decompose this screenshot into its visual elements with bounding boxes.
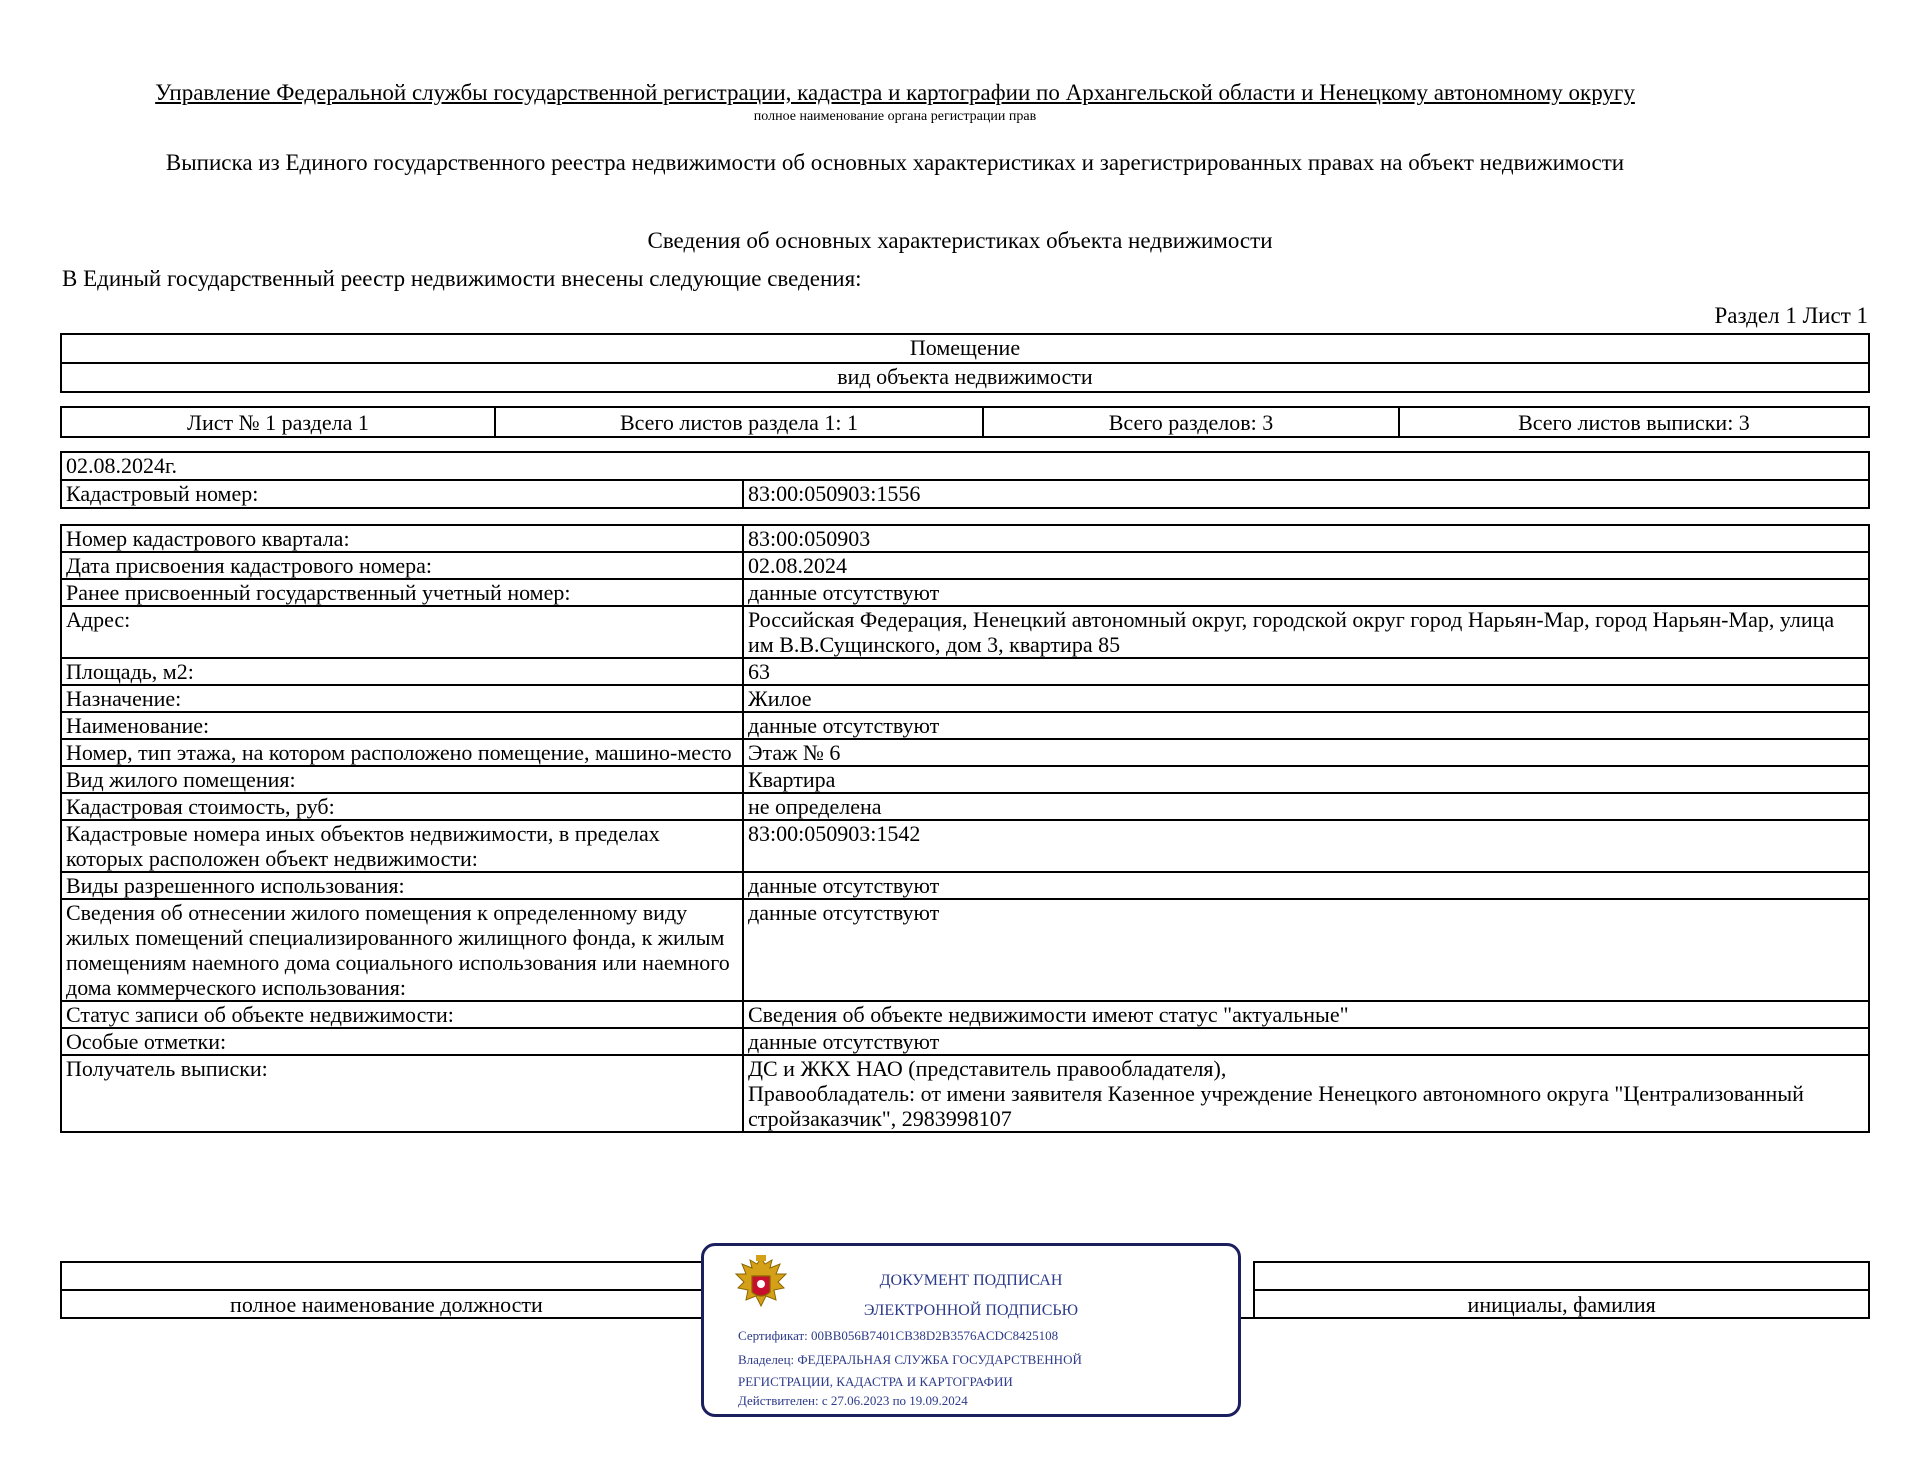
cadastral-number-value: 83:00:050903:1556 xyxy=(743,480,1869,508)
property-value: Квартира xyxy=(743,766,1869,793)
property-value: 83:00:050903:1542 xyxy=(743,820,1869,872)
property-row xyxy=(61,793,1869,820)
property-row xyxy=(61,739,1869,766)
stamp-line-1: ДОКУМЕНТ ПОДПИСАН xyxy=(879,1272,1063,1289)
property-label: Дата присвоения кадастрового номера: xyxy=(61,552,743,579)
stamp-owner-2: РЕГИСТРАЦИИ, КАДАСТРА И КАРТОГРАФИИ xyxy=(738,1374,1013,1389)
property-label: Вид жилого помещения: xyxy=(61,766,743,793)
document-title: Выписка из Единого государственного реестра недвижимости об основных характеристиках и зарегистрированных правах на объект недвижимости xyxy=(165,150,1625,175)
property-label: Ранее присвоенный государственный учетный номер: xyxy=(61,579,743,606)
property-row xyxy=(61,685,1869,712)
object-type-caption: вид объекта недвижимости xyxy=(61,363,1869,392)
object-type: Помещение xyxy=(61,334,1869,363)
stamp-certificate: Сертификат: 00BB056B7401CB38D2B3576ACDC8425108 xyxy=(738,1328,1059,1343)
identification-table xyxy=(60,451,1870,509)
stamp-line-2: ЭЛЕКТРОННОЙ ПОДПИСЬЮ xyxy=(863,1302,1079,1319)
property-value: не определена xyxy=(743,793,1869,820)
property-row xyxy=(61,712,1869,739)
property-row xyxy=(61,552,1869,579)
property-label: Виды разрешенного использования: xyxy=(61,872,743,899)
property-label: Адрес: xyxy=(61,606,743,658)
property-row xyxy=(61,525,1869,552)
property-value: Этаж № 6 xyxy=(743,739,1869,766)
property-label: Особые отметки: xyxy=(61,1028,743,1055)
property-value: данные отсутствуют xyxy=(743,1028,1869,1055)
property-label: Получатель выписки: xyxy=(61,1055,743,1132)
registration-authority: Управление Федеральной службы государственной регистрации, кадастра и картографии по Архангельской области и Ненецкому автономному округу xyxy=(155,80,1635,105)
intro-text: В Единый государственный реестр недвижимости внесены следующие сведения: xyxy=(62,266,862,291)
property-value: Жилое xyxy=(743,685,1869,712)
property-label: Номер, тип этажа, на котором расположено помещение, машино-место xyxy=(61,739,743,766)
object-type-table xyxy=(60,333,1870,393)
property-label: Назначение: xyxy=(61,685,743,712)
extract-date: 02.08.2024г. xyxy=(61,452,1869,480)
property-value: ДС и ЖКХ НАО (представитель правообладателя), Правообладатель: от имени заявителя Казенное учреждение Ненецкого автономного округа "Централизованный стройзаказчик", 2983998107 xyxy=(743,1055,1869,1132)
property-value: 63 xyxy=(743,658,1869,685)
property-row xyxy=(61,766,1869,793)
total-sections: Всего разделов: 3 xyxy=(983,407,1399,437)
property-row xyxy=(61,579,1869,606)
sheet-of-section: Лист № 1 раздела 1 xyxy=(61,407,495,437)
property-row xyxy=(61,606,1869,658)
property-row xyxy=(61,1001,1869,1028)
section-title: Сведения об основных характеристиках объекта недвижимости xyxy=(647,228,1273,253)
property-value: Сведения об объекте недвижимости имеют статус "актуальные" xyxy=(743,1001,1869,1028)
property-row xyxy=(61,658,1869,685)
property-label: Номер кадастрового квартала: xyxy=(61,525,743,552)
property-label: Сведения об отнесении жилого помещения к определенному виду жилых помещений специализированного жилищного фонда, к жилым помещениям наемного дома социального использования или наемного дома коммерческого использования: xyxy=(61,899,743,1001)
property-row xyxy=(61,899,1869,1001)
property-value: данные отсутствуют xyxy=(743,872,1869,899)
property-label: Площадь, м2: xyxy=(61,658,743,685)
property-value: 83:00:050903 xyxy=(743,525,1869,552)
property-label: Кадастровая стоимость, руб: xyxy=(61,793,743,820)
property-row xyxy=(61,1028,1869,1055)
property-row xyxy=(61,820,1869,872)
property-label: Статус записи об объекте недвижимости: xyxy=(61,1001,743,1028)
authority-caption: полное наименование органа регистрации прав xyxy=(753,109,1037,124)
total-sheets: Всего листов выписки: 3 xyxy=(1399,407,1869,437)
electronic-signature-stamp xyxy=(701,1243,1241,1417)
stamp-valid: Действителен: с 27.06.2023 по 19.09.2024 xyxy=(738,1393,968,1408)
stamp-owner-1: Владелец: ФЕДЕРАЛЬНАЯ СЛУЖБА ГОСУДАРСТВЕННОЙ xyxy=(738,1352,1082,1367)
position-caption: полное наименование должности xyxy=(61,1290,712,1318)
property-row xyxy=(61,872,1869,899)
property-label: Кадастровые номера иных объектов недвижимости, в пределах которых расположен объект недвижимости: xyxy=(61,820,743,872)
initials-caption: инициалы, фамилия xyxy=(1254,1290,1869,1318)
cadastral-number-label: Кадастровый номер: xyxy=(61,480,743,508)
properties-table xyxy=(60,524,1870,1133)
property-row xyxy=(61,1055,1869,1132)
property-value: 02.08.2024 xyxy=(743,552,1869,579)
property-value: данные отсутствуют xyxy=(743,579,1869,606)
section-sheet-label: Раздел 1 Лист 1 xyxy=(1714,303,1868,328)
sheets-info-table xyxy=(60,406,1870,438)
total-section-sheets: Всего листов раздела 1: 1 xyxy=(495,407,983,437)
property-value: данные отсутствуют xyxy=(743,899,1869,1001)
property-label: Наименование: xyxy=(61,712,743,739)
property-value: Российская Федерация, Ненецкий автономный округ, городской округ город Нарьян-Мар, город Нарьян-Мар, улица им В.В.Сущинского, дом 3, квартира 85 xyxy=(743,606,1869,658)
property-value: данные отсутствуют xyxy=(743,712,1869,739)
